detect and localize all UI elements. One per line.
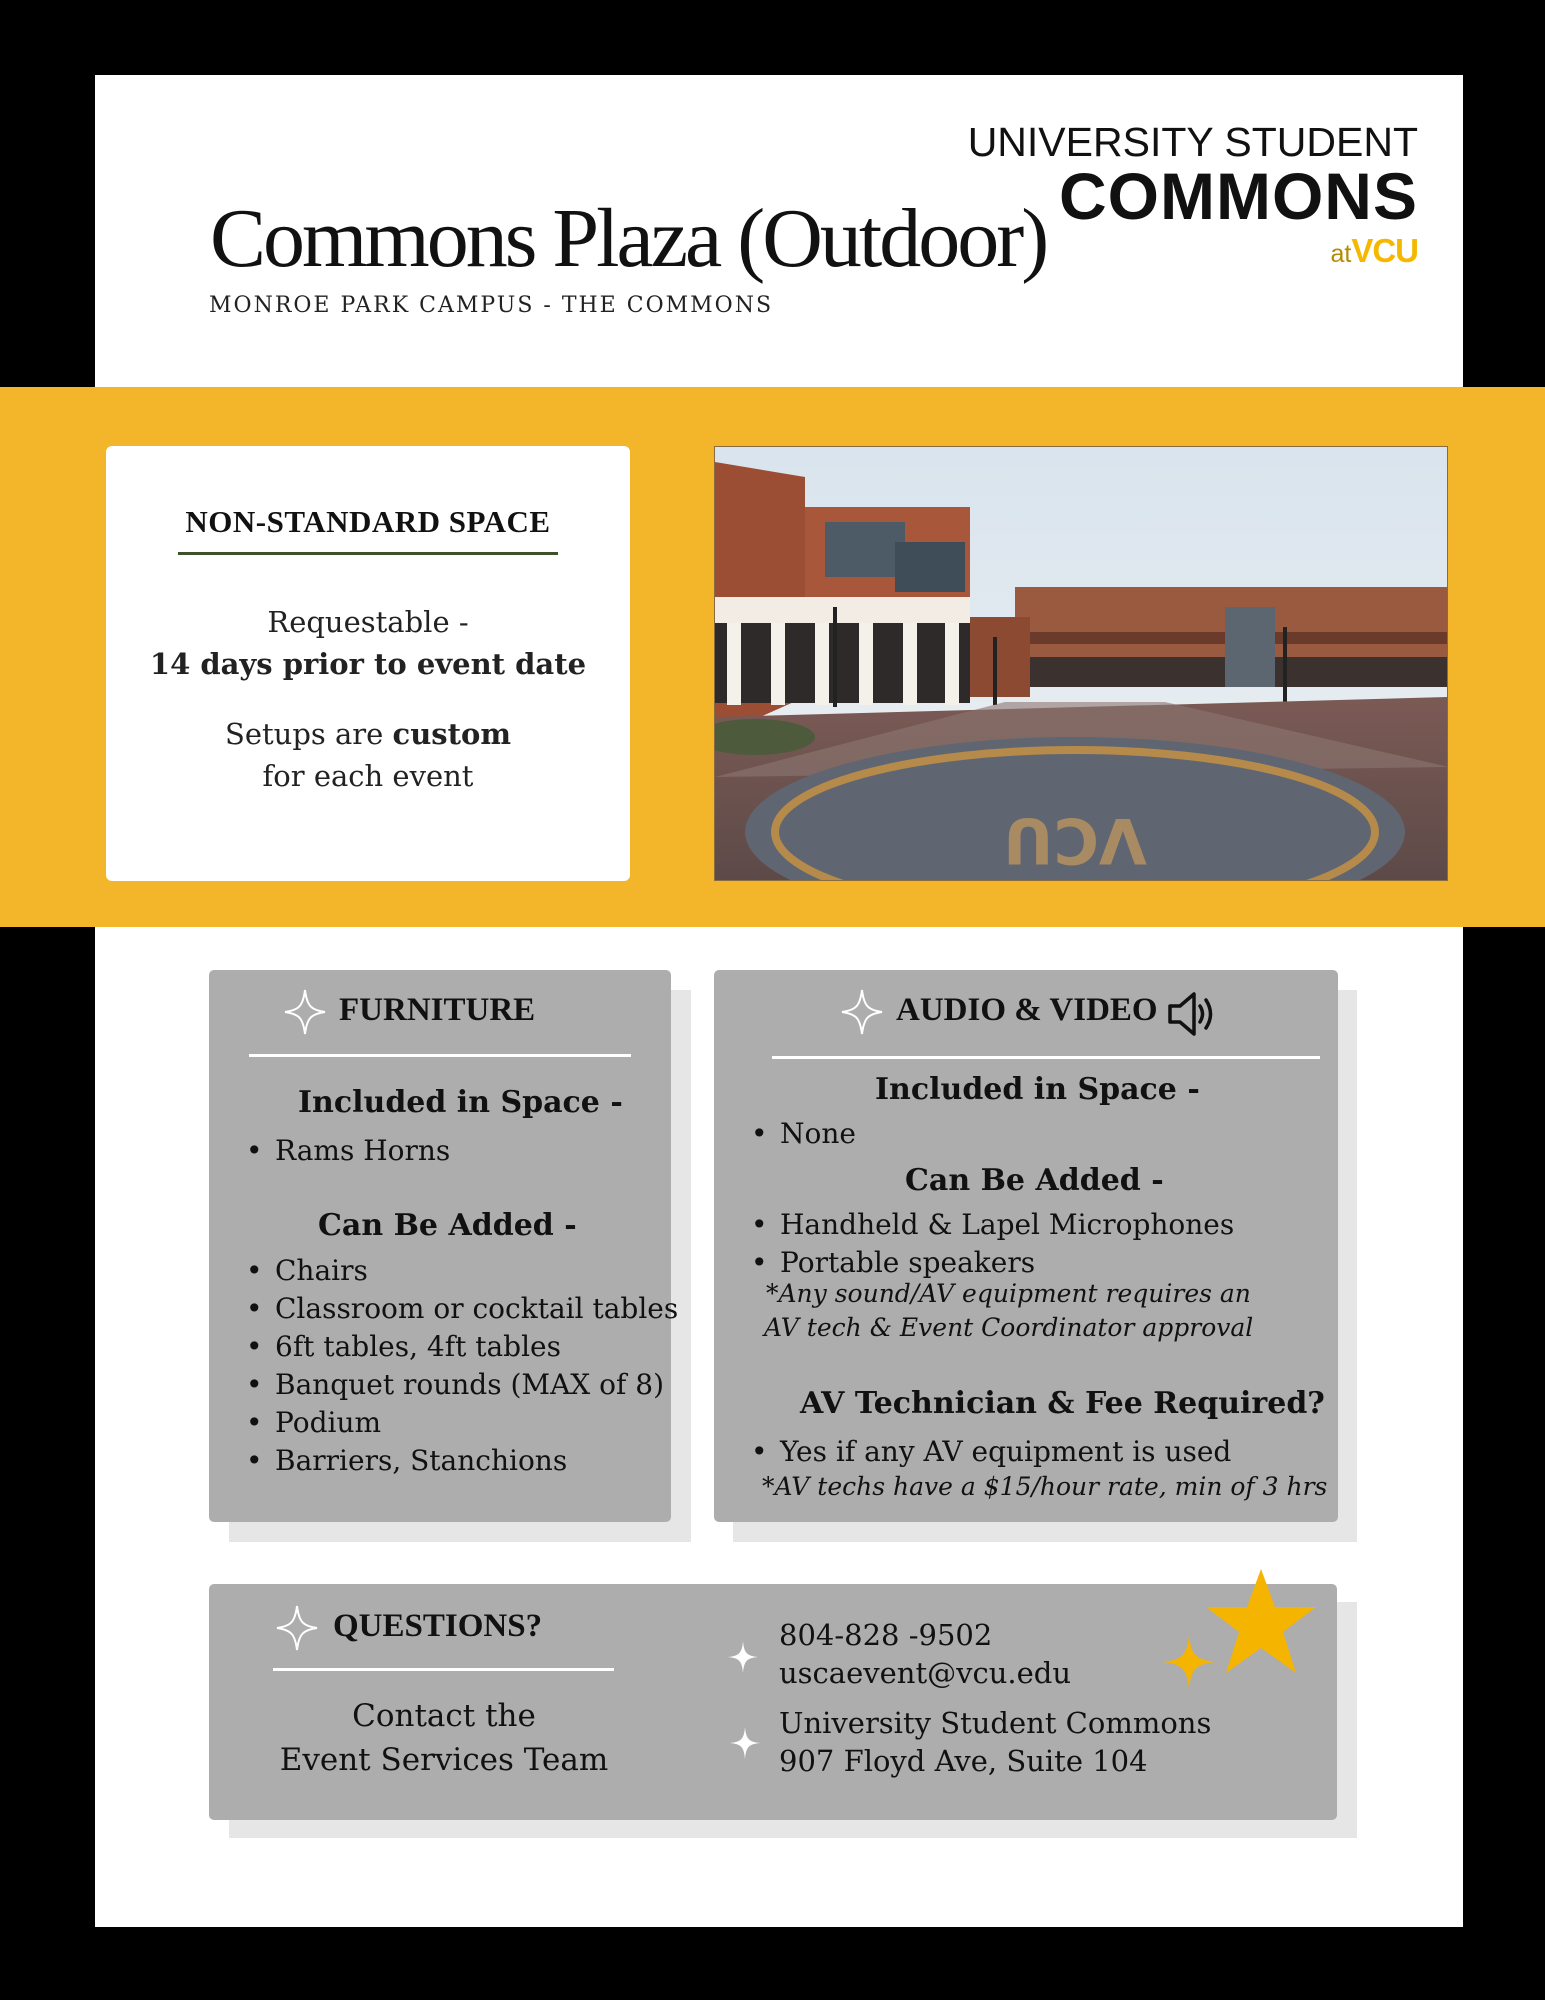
- av-heading: AUDIO & VIDEO: [896, 992, 1158, 1028]
- heading-underline: [178, 552, 558, 555]
- contact-address-2: 907 Floyd Ave, Suite 104: [779, 1744, 1148, 1778]
- list-item: • Classroom or cocktail tables: [242, 1290, 678, 1328]
- commons-logo: [968, 120, 1418, 275]
- furniture-added-list: [242, 1252, 678, 1480]
- setups-custom: custom: [392, 717, 512, 751]
- sparkle-icon: [840, 988, 884, 1036]
- contact-address-1: University Student Commons: [779, 1706, 1212, 1740]
- furniture-included-label: Included in Space -: [298, 1085, 623, 1120]
- sparkle-icon: [283, 988, 327, 1036]
- requestable-days: 14 days prior to event date: [149, 647, 587, 681]
- list-item: • Yes if any AV equipment is used: [747, 1433, 1231, 1471]
- page-subtitle: MONROE PARK CAMPUS - THE COMMONS: [209, 293, 774, 318]
- logo-line-university-student: UNIVERSITY STUDENT: [967, 119, 1418, 165]
- plaza-illustration: [715, 447, 1448, 881]
- questions-rule: [273, 1668, 614, 1671]
- setups-suffix: for each event: [262, 759, 474, 793]
- questions-card: [209, 1584, 1337, 1820]
- contact-team-text: [279, 1694, 609, 1782]
- av-added-label: Can Be Added -: [905, 1163, 1164, 1198]
- av-tech-note: *AV techs have a $15/hour rate, min of 3 hrs: [762, 1472, 1328, 1501]
- speaker-icon: [1166, 990, 1218, 1038]
- logo-at: at: [1330, 240, 1352, 268]
- sparkle-star-icon: [1160, 1633, 1218, 1691]
- list-item: • Handheld & Lapel Microphones: [747, 1206, 1234, 1244]
- av-included-label: Included in Space -: [875, 1072, 1200, 1107]
- star-icon: [1200, 1565, 1322, 1681]
- list-item: • Chairs: [242, 1252, 678, 1290]
- av-included-list: [747, 1115, 856, 1153]
- furniture-rule: [249, 1054, 631, 1057]
- setups-text: [106, 713, 630, 797]
- contact-email[interactable]: uscaevent@vcu.edu: [779, 1656, 1072, 1690]
- setups-prefix: Setups are: [224, 717, 393, 751]
- list-item: • Barriers, Stanchions: [242, 1442, 678, 1480]
- non-standard-heading: NON-STANDARD SPACE: [185, 504, 551, 539]
- list-item: • 6ft tables, 4ft tables: [242, 1328, 678, 1366]
- logo-line-at-vcu: [968, 234, 1418, 275]
- vcu-plaza-photo: [714, 446, 1448, 881]
- logo-line-commons: COMMONS: [1059, 159, 1418, 233]
- contact-line-2: Event Services Team: [279, 1742, 609, 1778]
- av-card: [714, 970, 1338, 1522]
- list-item: • Rams Horns: [242, 1132, 450, 1170]
- non-standard-space-box: [106, 446, 630, 881]
- list-item: • Banquet rounds (MAX of 8): [242, 1366, 678, 1404]
- contact-line-1: Contact the: [352, 1698, 536, 1734]
- sparkle-icon: [275, 1604, 319, 1652]
- av-added-list: [747, 1206, 1234, 1282]
- page-title: Commons Plaza (Outdoor): [210, 192, 1047, 285]
- av-added-note-1: *Any sound/AV equipment requires an: [766, 1279, 1251, 1308]
- furniture-heading: FURNITURE: [339, 992, 536, 1028]
- av-added-note-2: AV tech & Event Coordinator approval: [764, 1313, 1254, 1342]
- contact-phone[interactable]: 804-828 -9502: [779, 1618, 993, 1652]
- questions-heading: QUESTIONS?: [333, 1608, 543, 1644]
- list-item: • None: [747, 1115, 856, 1153]
- furniture-added-label: Can Be Added -: [318, 1208, 577, 1243]
- furniture-card: [209, 970, 679, 1522]
- sparkle-icon: [726, 1639, 760, 1675]
- medallion-text: VCU: [1003, 804, 1147, 877]
- furniture-included-list: [242, 1132, 450, 1170]
- requestable-text: [106, 601, 630, 685]
- av-tech-label: AV Technician & Fee Required?: [800, 1386, 1325, 1421]
- av-tech-list: [747, 1433, 1231, 1471]
- logo-vcu: VCU: [1351, 232, 1418, 269]
- requestable-label: Requestable -: [267, 605, 469, 639]
- sparkle-icon: [728, 1725, 762, 1761]
- av-rule: [772, 1056, 1320, 1059]
- list-item: • Portable speakers: [747, 1244, 1234, 1282]
- list-item: • Podium: [242, 1404, 678, 1442]
